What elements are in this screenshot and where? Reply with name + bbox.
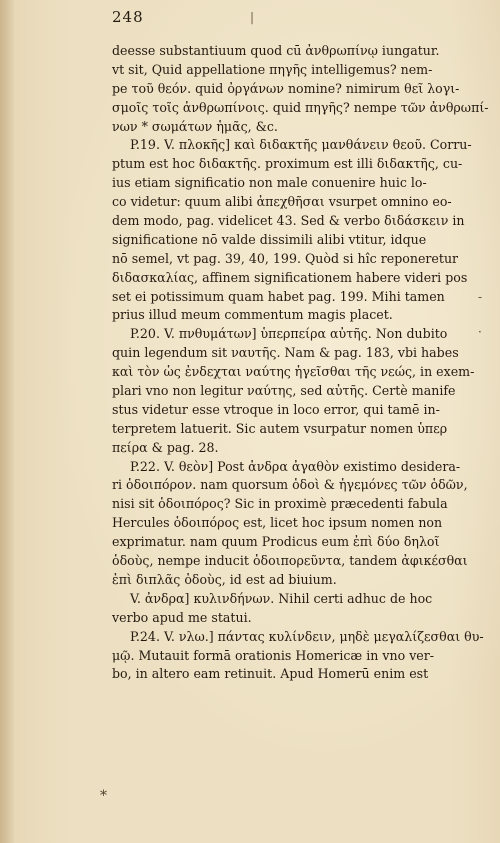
text-line: Hercules ὁδοιπόρος est, licet hoc ipsum nomen non — [112, 515, 443, 531]
text-line: καὶ τὸν ὡς ἐνδεχται ναύτης ἡγεῖσθαι τῆς νεώς, in exem- — [112, 364, 475, 380]
text-line: pe τοῦ θεόν. quid ὀργάνων nomine? nimirum θεῖ λογι- — [112, 80, 460, 96]
text-line: set ei potissimum quam habet pag. 199. Mihi tamen — [112, 288, 445, 304]
text-line: quin legendum sit ναυτῆς. Nam & pag. 183, vbi habes — [112, 345, 459, 361]
text-line: stus videtur esse vtroque in loco error, qui tamē in- — [112, 401, 440, 417]
text-line: P.19. V. πλοκῆς] καὶ διδακτῆς μανθάνειν θεοῦ. Corru- — [130, 137, 472, 153]
text-line: νων * σωμάτων ἡμᾶς, &c. — [112, 118, 278, 134]
text-line: plari vno non legitur ναύτης, sed αὐτῆς. Certè manife — [112, 383, 456, 399]
text-line: P.20. V. πνθυμάτων] ὑπερπείρα αὐτῆς. Non dubito — [130, 326, 448, 342]
text-line: ius etiam significatio non male conuenire huic lo- — [112, 175, 427, 191]
text-line: deesse substantiuum quod cū ἀνθρωπίνῳ iungatur. — [112, 43, 440, 58]
text-line: nō semel, vt pag. 39, 40, 199. Quòd si hîc reponeretur — [112, 250, 459, 266]
text-line: σμοῖς τοῖς ἀνθρωπίνοις. quid πηγῆς? nempe τῶν ἀνθρωπί- — [112, 99, 489, 115]
margin-mark-right: - — [478, 290, 483, 304]
text-line: prius illud meum commentum magis placet. — [112, 307, 393, 323]
text-line: terpretem latuerit. Sic autem vsurpatur nomen ὑπερ — [112, 420, 448, 436]
text-line: ἐπὶ διπλᾶς ὁδοὺς, id est ad biuium. — [112, 571, 337, 587]
margin-asterisk: * — [100, 788, 107, 804]
margin-mark-right-dot: · — [478, 325, 482, 339]
text-line: ptum est hoc διδακτῆς. proximum est illi διδακτῆς, cu- — [112, 156, 463, 172]
header-mark: | — [250, 10, 255, 24]
text-line: exprimatur. nam quum Prodicus eum ἐπὶ δύο δηλοῖ — [112, 534, 440, 550]
text-line: V. ἀνδρα] κυλινδήνων. Nihil certi adhuc de hoc — [130, 590, 433, 606]
text-line: verbo apud me statui. — [112, 609, 252, 625]
text-line: διδασκαλίας, affinem significationem habere videri pos — [112, 269, 468, 285]
text-line: dem modo, pag. videlicet 43. Sed & verbo διδάσκειν in — [112, 213, 465, 229]
text-line: ὁδοὺς, nempe inducit ὁδοιπορεῦντα, tandem ἀφικέσθαι — [112, 553, 468, 569]
text-line: P.24. V. νλω.] πάντας κυλίνδειν, μηδὲ μεγαλίζεσθαι θυ- — [130, 628, 484, 644]
book-gutter — [0, 0, 14, 843]
page-number: 248 — [112, 8, 144, 26]
text-line: πείρα & pag. 28. — [112, 439, 219, 455]
main-text-block — [112, 42, 489, 684]
text-line: significatione nō valde dissimili alibi vtitur, idque — [112, 231, 427, 247]
text-line: bo, in altero eam retinuit. Apud Homerū enim est — [112, 666, 429, 682]
text-line: co videtur: quum alibi ἀπεχθῆσαι vsurpet omnino eo- — [112, 194, 452, 210]
text-line: μῷ. Mutauit formā orationis Homericæ in vno ver- — [112, 647, 435, 663]
text-line: vt sit, Quid appellatione πηγῆς intelligemus? nem- — [112, 61, 433, 77]
text-line: nisi sit ὁδοιπόρος? Sic in proximè præcedenti fabula — [112, 496, 448, 512]
text-line: ri ὁδοιπόρον. nam quorsum ὁδοὶ & ἡγεμόνες τῶν ὁδῶν, — [112, 477, 468, 493]
text-line: P.22. V. θεὸν] Post ἀνδρα ἀγαθὸν existimo desidera- — [130, 458, 461, 474]
